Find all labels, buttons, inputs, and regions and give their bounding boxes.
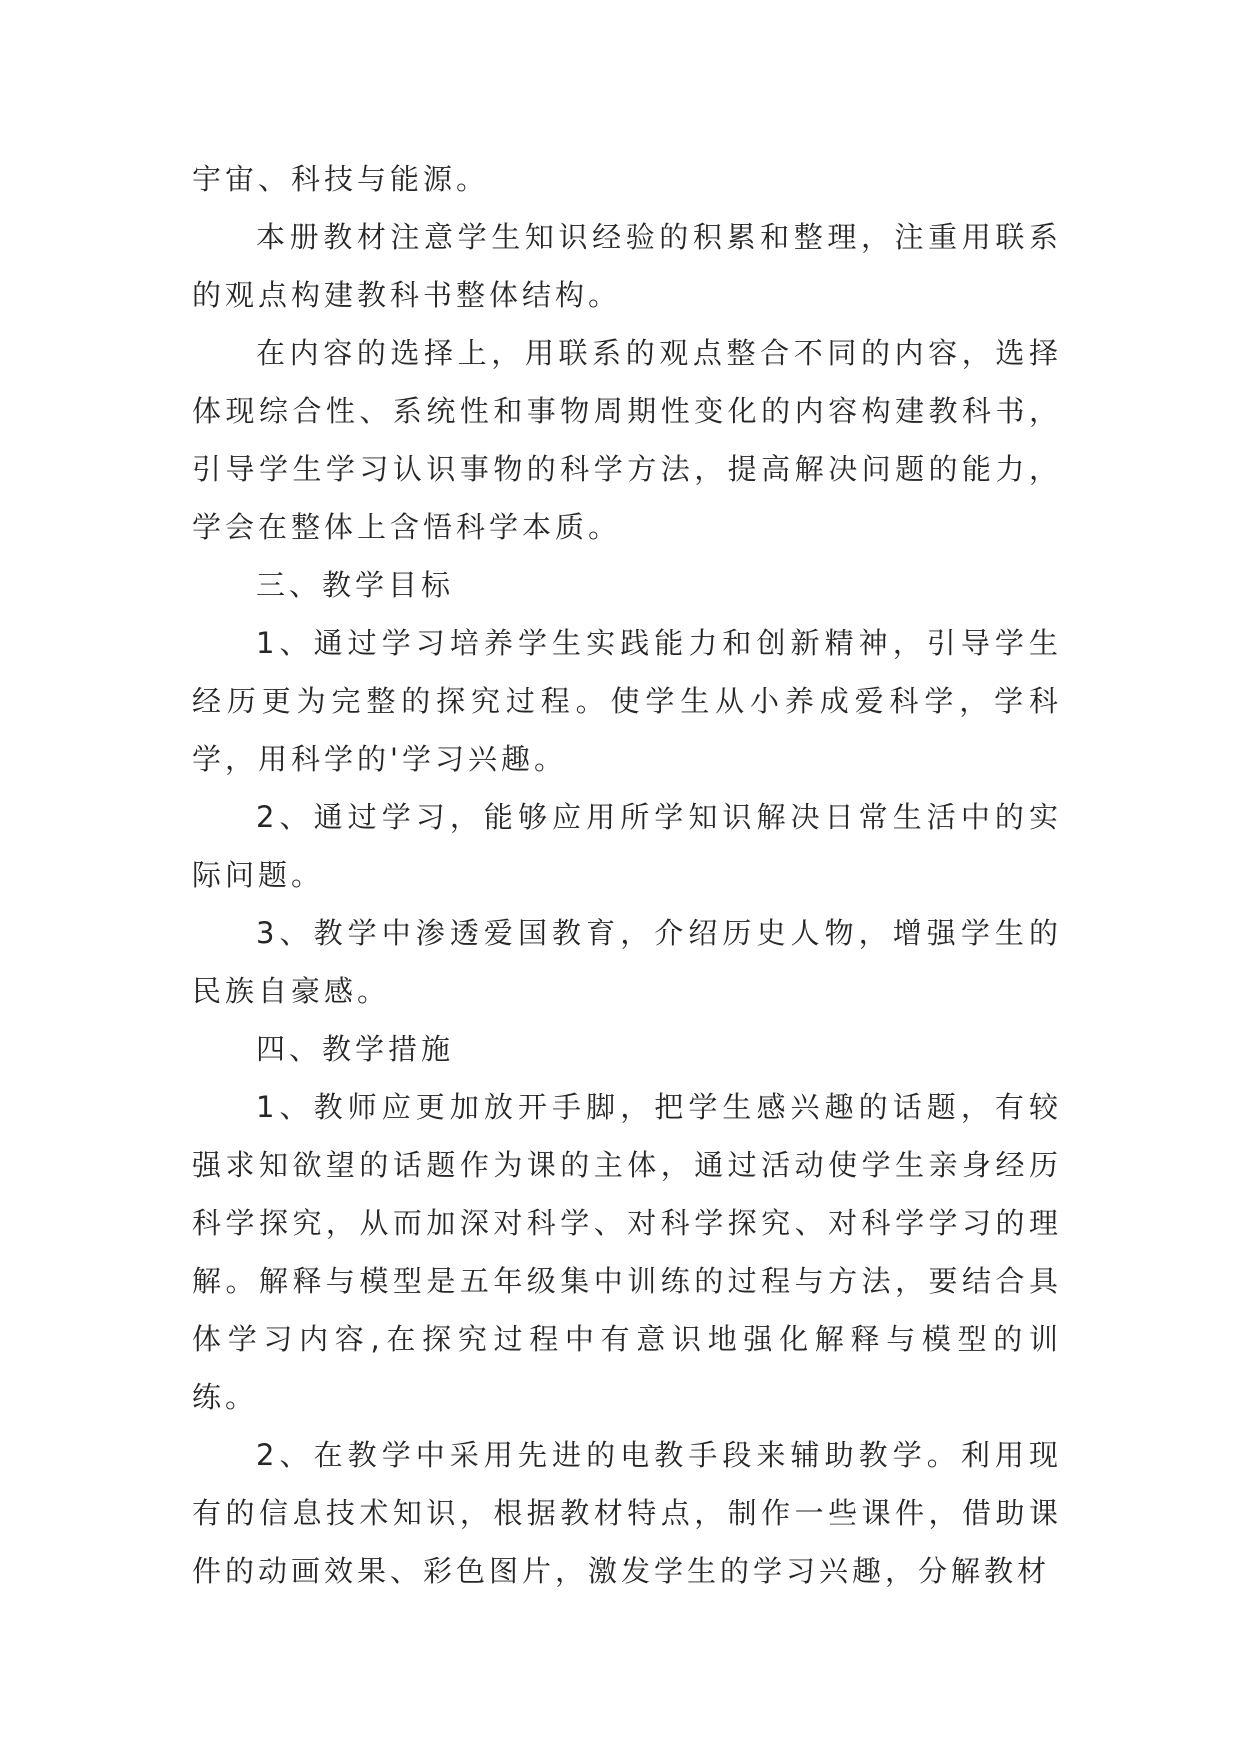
paragraph: 在内容的选择上，用联系的观点整合不同的内容，选择体现综合性、系统性和事物周期性变化的内容构建教科书，引导学生学习认识事物的科学方法，提高解决问题的能力，学会在整体上含悟科学本质。 (192, 336, 1062, 544)
paragraph: 1、教师应更加放开手脚，把学生感兴趣的话题，有较强求知欲望的话题作为课的主体，通过活动使学生亲身经历科学探究，从而加深对科学、对科学探究、对科学学习的理解。解释与模型是五年级集中训练的过程与方法，要结合具体学习内容,在探究过程中有意识地强化解释与模型的训练。 (192, 1090, 1062, 1414)
section-heading-teaching-goals: 三、教学目标 (256, 568, 455, 602)
paragraph: 3、教学中渗透爱国教育，介绍历史人物，增强学生的民族自豪感。 (192, 916, 1062, 1008)
paragraph: 本册教材注意学生知识经验的积累和整理，注重用联系的观点构建教科书整体结构。 (192, 220, 1062, 312)
document-body (192, 150, 1062, 1600)
paragraph: 1、通过学习培养学生实践能力和创新精神，引导学生经历更为完整的探究过程。使学生从小养成爱科学，学科学，用科学的'学习兴趣。 (192, 626, 1062, 776)
paragraph: 2、在教学中采用先进的电教手段来辅助教学。利用现有的信息技术知识，根据教材特点，制作一些课件，借助课件的动画效果、彩色图片，激发学生的学习兴趣，分解教材 (192, 1438, 1062, 1588)
paragraph: 2、通过学习，能够应用所学知识解决日常生活中的实际问题。 (192, 800, 1062, 892)
paragraph-continued: 宇宙、科技与能源。 (192, 162, 490, 196)
section-heading-teaching-measures: 四、教学措施 (256, 1032, 455, 1066)
